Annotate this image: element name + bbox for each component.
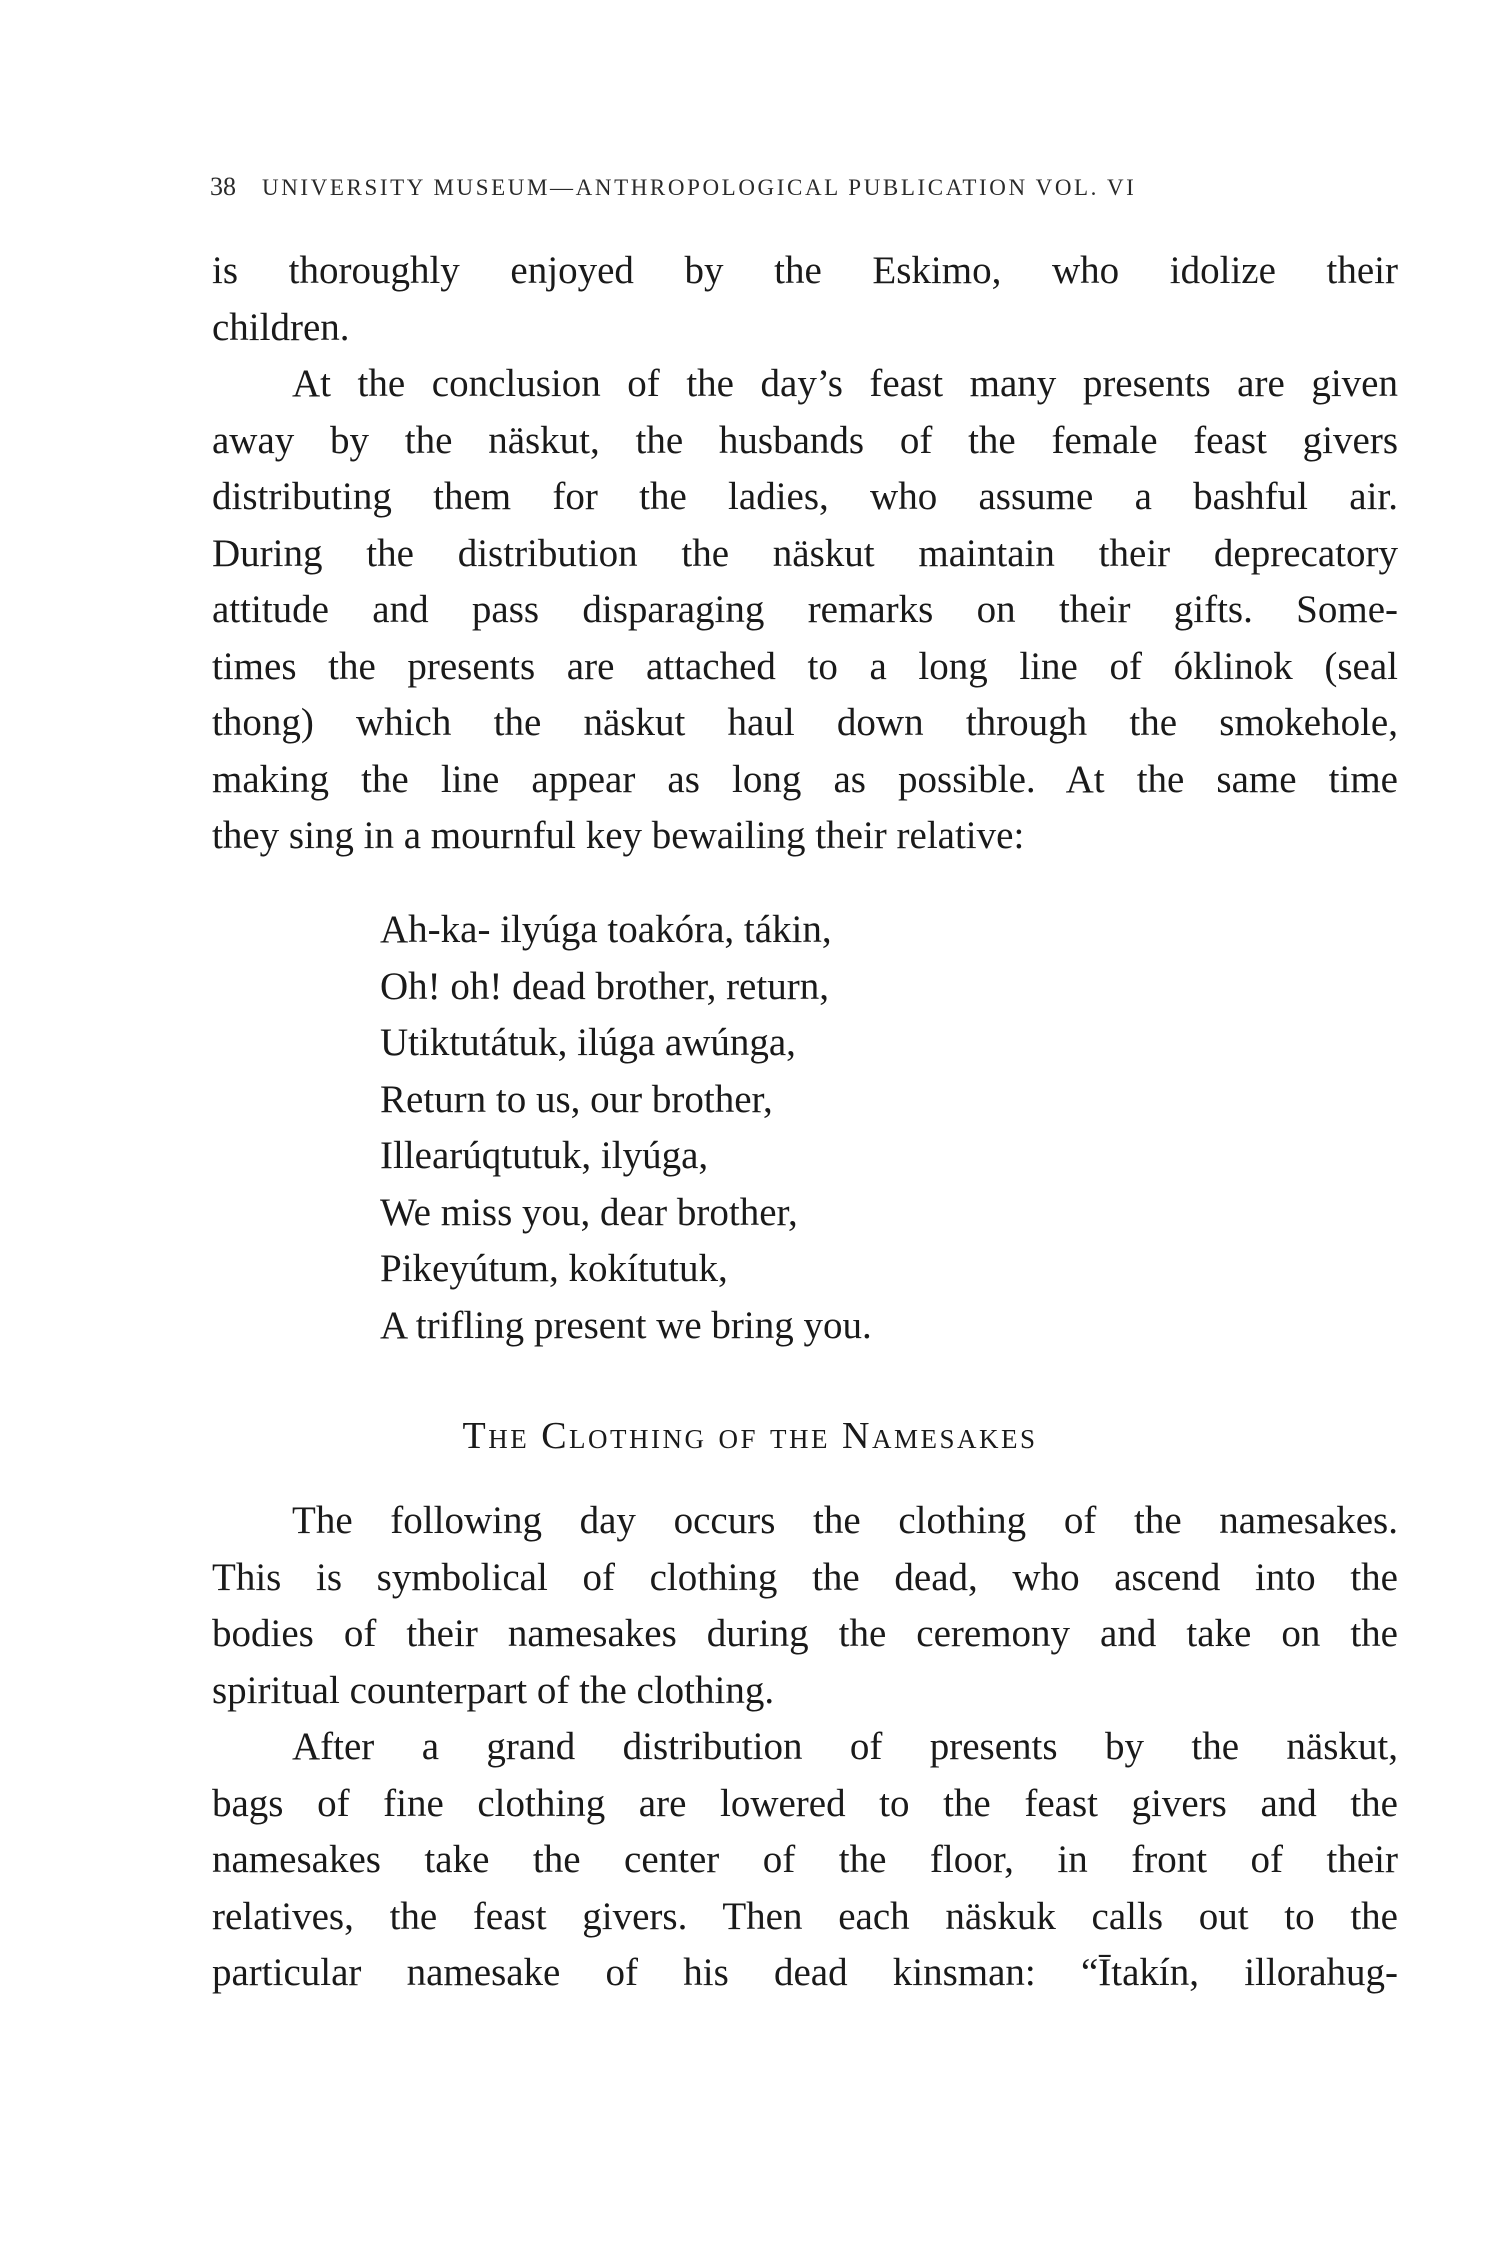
- text-line: making the line appear as long as possible. At the same time: [212, 757, 1398, 801]
- song-line: A trifling present we bring you.: [380, 1303, 872, 1347]
- song-verse: [380, 902, 872, 1354]
- text-line: away by the näskut, the husbands of the female feast givers: [212, 418, 1398, 462]
- text-line: they sing in a mournful key bewailing their relative:: [212, 814, 1025, 857]
- text-line: is thoroughly enjoyed by the Eskimo, who idolize their: [212, 249, 1398, 292]
- section-heading: The Clothing of the Namesakes: [462, 1415, 1038, 1457]
- body-text-top: [212, 243, 1398, 865]
- text-line: attitude and pass disparaging remarks on their gifts. Some-: [212, 588, 1398, 631]
- text-line: At the conclusion of the day’s feast many presents are given: [292, 362, 1398, 405]
- text-line: During the distribution the näskut maintain their deprecatory: [212, 531, 1398, 575]
- running-head: [210, 172, 1390, 202]
- text-line: spiritual counterpart of the clothing.: [212, 1668, 775, 1712]
- text-line: This is symbolical of clothing the dead, who ascend into the: [212, 1555, 1398, 1599]
- song-line: Pikeyútum, kokítutuk,: [380, 1247, 728, 1290]
- song-line: Return to us, our brother,: [380, 1077, 773, 1121]
- song-line: We miss you, dear brother,: [380, 1190, 798, 1234]
- text-line: bodies of their namesakes during the ceremony and take on the: [212, 1612, 1398, 1655]
- text-line: namesakes take the center of the floor, in front of their: [212, 1838, 1398, 1881]
- text-line: The following day occurs the clothing of the namesakes.: [292, 1499, 1398, 1542]
- song-line: Ah-ka- ilyúga toakóra, tákin,: [380, 908, 832, 951]
- body-text-bottom: [212, 1493, 1398, 2002]
- text-line: children.: [212, 305, 350, 349]
- text-line: relatives, the feast givers. Then each näskuk calls out to the: [212, 1894, 1398, 1938]
- running-title: UNIVERSITY MUSEUM—ANTHROPOLOGICAL PUBLICATION VOL. VI: [262, 175, 1137, 200]
- text-line: bags of fine clothing are lowered to the feast givers and the: [212, 1781, 1398, 1825]
- page-number: 38: [210, 172, 236, 201]
- text-line: thong) which the näskut haul down through the smokehole,: [212, 701, 1398, 744]
- song-line: Oh! oh! dead brother, return,: [380, 964, 829, 1008]
- text-line: particular namesake of his dead kinsman: “Ītakín, illorahug-: [212, 1951, 1398, 1994]
- text-line: distributing them for the ladies, who assume a bashful air.: [212, 475, 1398, 518]
- text-line: After a grand distribution of presents by the näskut,: [292, 1725, 1398, 1768]
- song-line: Utiktutátuk, ilúga awúnga,: [380, 1021, 796, 1064]
- text-line: times the presents are attached to a long line of óklinok (seal: [212, 644, 1398, 688]
- song-line: Illearúqtutuk, ilyúga,: [380, 1134, 709, 1177]
